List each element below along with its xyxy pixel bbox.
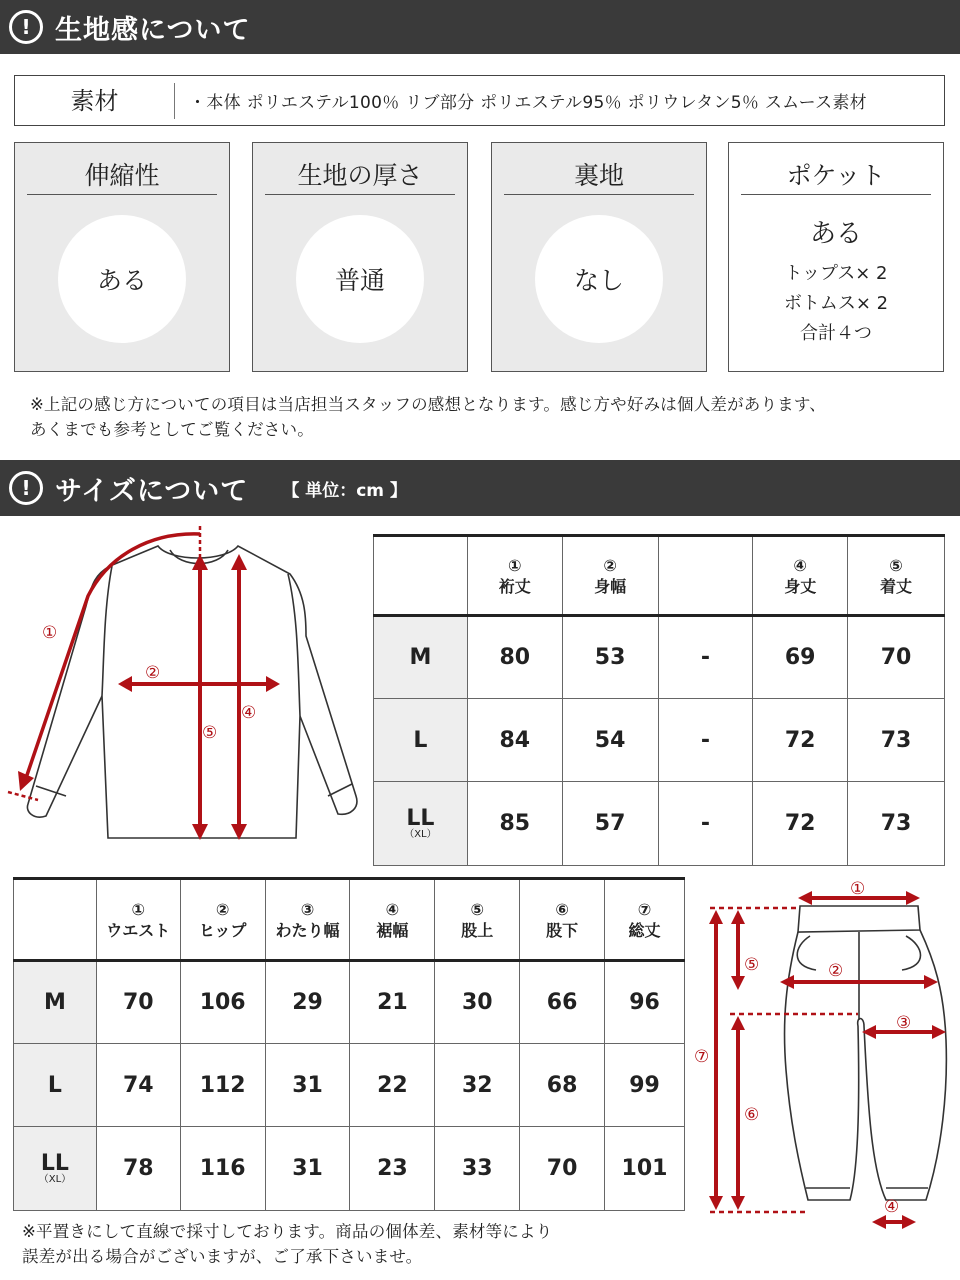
table-header: ② 身幅 <box>562 536 658 616</box>
table-cell: 73 <box>848 699 945 782</box>
label-7: ⑦ <box>694 1047 710 1067</box>
feature-value: なし <box>535 215 663 343</box>
table-header: ① ウエスト <box>96 879 180 961</box>
table-cell: 78 <box>96 1127 180 1211</box>
table-cell: 31 <box>265 1044 350 1127</box>
table-cell: 70 <box>520 1127 605 1211</box>
table-header: ⑥ 股下 <box>520 879 605 961</box>
table-cell: 29 <box>265 961 350 1044</box>
feature-lining <box>491 142 707 372</box>
size-label: LL （XL） <box>14 1127 97 1211</box>
table-header: ④ 裾幅 <box>350 879 435 961</box>
fabric-note <box>30 392 826 442</box>
table-cell: 101 <box>605 1127 685 1211</box>
label-5: ⑤ <box>202 723 218 743</box>
note-line: ※上記の感じ方についての項目は当店担当スタッフの感想となります。感じ方や好みは個人差があります、 <box>30 395 826 414</box>
table-cell: 72 <box>753 699 848 782</box>
table-cell: 84 <box>467 699 562 782</box>
label-2: ② <box>828 961 844 981</box>
feature-title: 裏地 <box>504 157 694 195</box>
feature-title: ポケット <box>741 157 931 195</box>
table-row <box>374 699 945 782</box>
table-row <box>14 1044 685 1127</box>
table-row <box>374 616 945 699</box>
table-cell: 54 <box>562 699 658 782</box>
label-1: ① <box>850 879 866 899</box>
exclamation-icon: ! <box>9 10 43 44</box>
table-cell: - <box>658 782 753 866</box>
table-cell: 31 <box>265 1127 350 1211</box>
table-cell: 68 <box>520 1044 605 1127</box>
feature-pocket <box>728 142 944 372</box>
material-value: ・本体 ポリエステル100％ リブ部分 ポリエステル95％ ポリウレタン5％ スムース素材 <box>189 93 867 113</box>
table-header: ① 裄丈 <box>467 536 562 616</box>
table-cell: 23 <box>350 1127 435 1211</box>
label-2: ② <box>145 663 161 683</box>
note-line: ※平置きにして直線で採寸しております。商品の個体差、素材等により <box>22 1222 553 1241</box>
table-cell: 70 <box>96 961 180 1044</box>
bottoms-size-table <box>13 877 685 1211</box>
table-header <box>658 536 753 616</box>
size-label: M <box>14 961 97 1044</box>
note-line: あくまでも参考としてご覧ください。 <box>30 420 314 439</box>
tops-size-table <box>373 534 945 866</box>
label-5: ⑤ <box>744 955 760 975</box>
feature-thickness <box>252 142 468 372</box>
table-cell: 21 <box>350 961 435 1044</box>
pocket-line: ボトムス× 2 <box>783 293 889 314</box>
tops-diagram <box>0 516 370 856</box>
table-cell: 72 <box>753 782 848 866</box>
table-cell: 70 <box>848 616 945 699</box>
label-1: ① <box>42 623 58 643</box>
material-row <box>14 75 945 126</box>
table-header: ⑦ 総丈 <box>605 879 685 961</box>
table-cell: 74 <box>96 1044 180 1127</box>
feature-stretch <box>14 142 230 372</box>
table-header: ② ヒップ <box>180 879 265 961</box>
table-cell: 69 <box>753 616 848 699</box>
table-row <box>14 1127 685 1211</box>
bottoms-diagram <box>690 870 958 1240</box>
table-cell: - <box>658 699 753 782</box>
table-cell: 66 <box>520 961 605 1044</box>
table-header: ③ わたり幅 <box>265 879 350 961</box>
table-row <box>374 782 945 866</box>
size-label: L <box>374 699 468 782</box>
table-corner <box>374 536 468 616</box>
size-section-header <box>0 460 960 516</box>
table-cell: - <box>658 616 753 699</box>
table-cell: 80 <box>467 616 562 699</box>
section-title: サイズについて <box>55 475 249 507</box>
feature-title: 伸縮性 <box>27 157 217 195</box>
table-cell: 33 <box>435 1127 520 1211</box>
table-cell: 96 <box>605 961 685 1044</box>
table-header: ⑤ 着丈 <box>848 536 945 616</box>
note-line: 誤差が出る場合がございますが、ご了承下さいませ。 <box>22 1247 423 1266</box>
table-cell: 57 <box>562 782 658 866</box>
table-cell: 22 <box>350 1044 435 1127</box>
label-4: ④ <box>884 1197 900 1217</box>
fabric-section-header <box>0 0 960 54</box>
exclamation-icon: ! <box>9 471 43 505</box>
pocket-line: トップス× 2 <box>784 263 888 284</box>
table-cell: 85 <box>467 782 562 866</box>
table-cell: 99 <box>605 1044 685 1127</box>
label-3: ③ <box>896 1013 912 1033</box>
table-cell: 116 <box>180 1127 265 1211</box>
table-corner <box>14 879 97 961</box>
feature-value: ある <box>58 215 186 343</box>
table-cell: 53 <box>562 616 658 699</box>
table-header: ⑤ 股上 <box>435 879 520 961</box>
table-header-row <box>374 536 945 616</box>
table-cell: 73 <box>848 782 945 866</box>
size-label: M <box>374 616 468 699</box>
table-cell: 30 <box>435 961 520 1044</box>
table-cell: 106 <box>180 961 265 1044</box>
measure-note <box>22 1219 552 1269</box>
pocket-value: ある <box>809 219 862 249</box>
table-row <box>14 961 685 1044</box>
table-header-row <box>14 879 685 961</box>
feature-value: 普通 <box>296 215 424 343</box>
section-title: 生地感について <box>55 14 251 46</box>
size-label: L <box>14 1044 97 1127</box>
table-header: ④ 身丈 <box>753 536 848 616</box>
label-6: ⑥ <box>744 1105 760 1125</box>
table-cell: 32 <box>435 1044 520 1127</box>
pocket-line: 合計４つ <box>800 323 872 344</box>
label-4: ④ <box>241 703 257 723</box>
feature-title: 生地の厚さ <box>265 157 455 195</box>
table-cell: 112 <box>180 1044 265 1127</box>
material-label: 素材 <box>15 83 175 119</box>
size-label: LL （XL） <box>374 782 468 866</box>
unit-label: 【 単位：cm 】 <box>282 480 407 501</box>
